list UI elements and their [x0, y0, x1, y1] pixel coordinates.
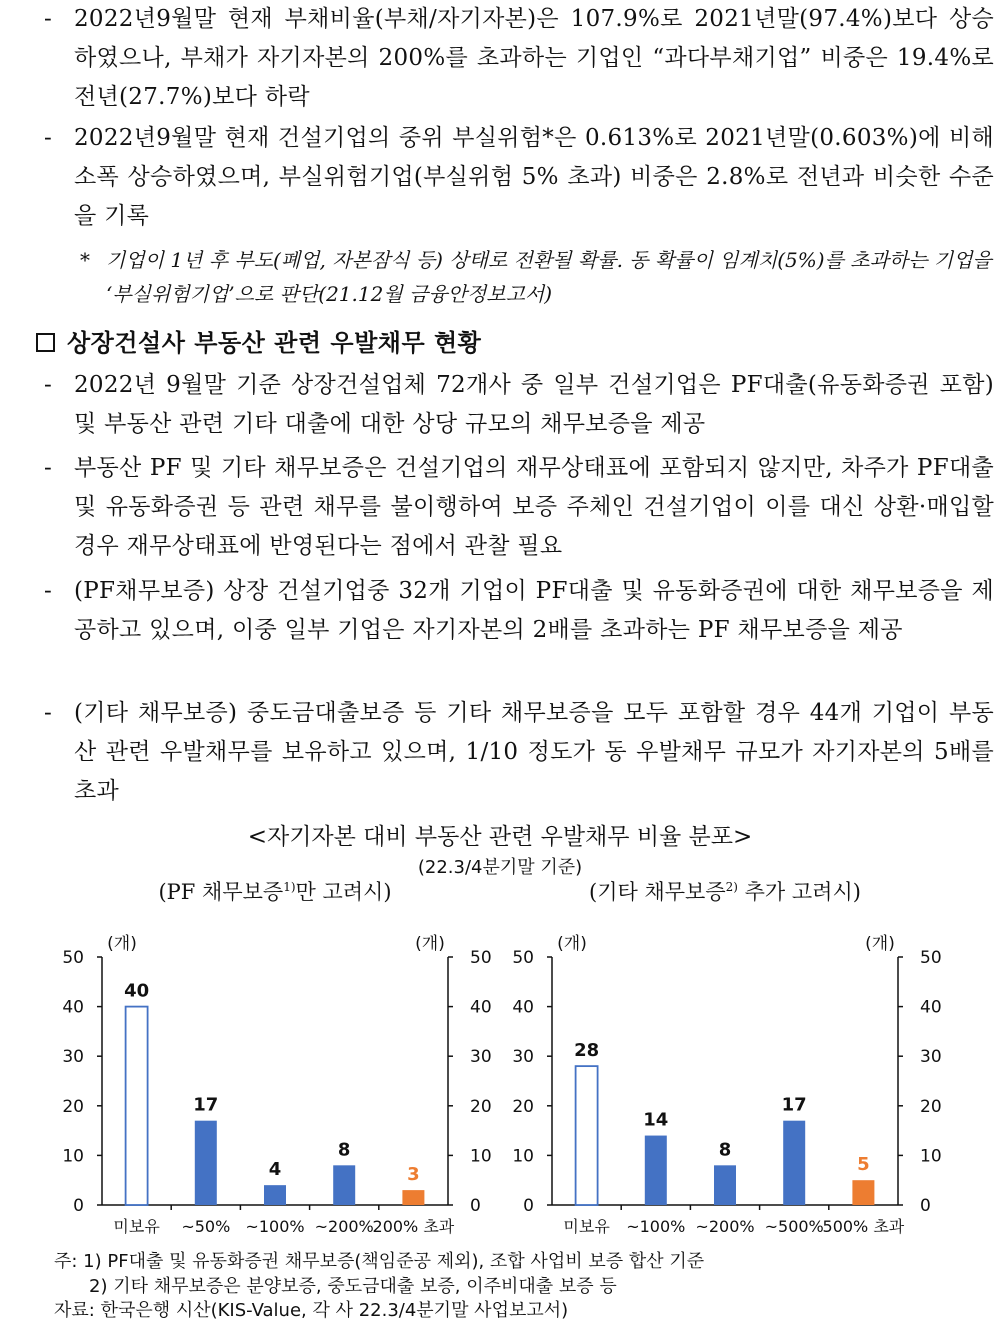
y-tick-label-left: 50: [62, 948, 84, 968]
bar-value-label: 17: [193, 1094, 219, 1116]
bar: [195, 1121, 217, 1205]
y-unit-label-right: (개): [865, 934, 895, 954]
y-tick-label-right: 40: [920, 997, 942, 1018]
section-heading: [36, 323, 481, 358]
y-tick-label-right: 20: [470, 1096, 492, 1117]
bullet-text: 2022년 9월말 기준 상장건설업체 72개사 중 일부 건설기업은 PF대출(유동화증권 포함) 및 부동산 관련 기타 대출에 대한 상당 규모의 채무보증을 제공: [74, 372, 994, 437]
bullet-text: (PF채무보증) 상장 건설기업중 32개 기업이 PF대출 및 유동화증권에 대한 채무보증을 제공하고 있으며, 이중 일부 기업은 자기자본의 2배를 초과하는 PF 채무보증을 제공: [74, 578, 994, 643]
x-category-label: 미보유: [113, 1217, 160, 1236]
bar: [714, 1165, 736, 1205]
y-tick-label-left: 0: [523, 1196, 534, 1216]
chart-pf-guarantee: [50, 925, 500, 1245]
bullet-dash: -: [44, 455, 53, 481]
y-tick-label-right: 0: [920, 1196, 931, 1216]
bar-value-label: 28: [574, 1040, 600, 1062]
right-panel-title-text: (기타 채무보증: [589, 880, 726, 904]
figure-title: <자기자본 대비 부동산 관련 우발채무 비율 분포>: [247, 824, 753, 850]
y-tick-label-right: 10: [920, 1146, 942, 1167]
x-category-label: ~100%: [245, 1217, 305, 1236]
x-category-label: ~50%: [181, 1217, 231, 1236]
right-panel-title-sup: 2): [725, 880, 738, 894]
chart-other-guarantee: [500, 925, 950, 1245]
note-text: 기업이 1년 후 부도(폐업, 자본잠식 등) 상태로 전환될 확률. 동 확률이 임계치(5%)를 초과하는 기업을 ‘부실위험기업’으로 판단(21.12월 금융안정보고서): [106, 248, 992, 306]
source-note: 자료: 한국은행 시산(KIS-Value, 각 사 22.3/4분기말 사업보고서): [54, 1300, 569, 1321]
left-panel-title-end: 만 고려시): [295, 880, 392, 904]
bullet-text: 2022년9월말 현재 건설기업의 중위 부실위험*은 0.613%로 2021년말(0.603%)에 비해 소폭 상승하였으며, 부실위험기업(부실위험 5% 초과) 비중은 2.8%로 전년과 비슷한 수준을 기록: [74, 125, 994, 229]
y-tick-label-left: 10: [62, 1146, 84, 1167]
y-tick-label-left: 30: [62, 1047, 84, 1068]
bar-value-label: 4: [268, 1159, 282, 1181]
bar: [645, 1136, 667, 1205]
bullet-pf-debt-guarantee: [44, 572, 994, 650]
bar: [576, 1066, 598, 1205]
left-panel-title: [60, 876, 490, 906]
y-tick-label-left: 30: [512, 1047, 534, 1068]
bar-value-label: 8: [337, 1139, 351, 1161]
y-tick-label-left: 20: [512, 1096, 534, 1117]
bar: [852, 1180, 874, 1205]
left-panel-title-text: (PF 채무보증: [158, 880, 284, 904]
bullet-text: 2022년9월말 현재 부채비율(부채/자기자본)은 107.9%로 2021년말(97.4%)보다 상승하였으나, 부채가 자기자본의 200%를 초과하는 기업인 “과다부채기업” 비중은 19.4%로 전년(27.7%)보다 하락: [74, 6, 994, 110]
bullet-text: 부동산 PF 및 기타 채무보증은 건설기업의 재무상태표에 포함되지 않지만, 차주가 PF대출 및 유동화증권 등 관련 채무를 불이행하여 보증 주체인 건설기업이 이를 대신 상환·매입할 경우 재무상태표에 반영된다는 점에서 관찰 필요: [74, 455, 994, 559]
x-category-label: ~200%: [695, 1217, 755, 1236]
y-tick-label-right: 50: [920, 948, 942, 968]
x-category-label: ~500%: [764, 1217, 824, 1236]
note-star: *: [80, 248, 90, 272]
x-category-label: 500% 초과: [822, 1217, 905, 1236]
y-tick-label-left: 10: [512, 1146, 534, 1167]
bar: [333, 1165, 355, 1205]
bar: [264, 1185, 286, 1205]
x-category-label: ~200%: [314, 1217, 374, 1236]
right-panel-title: [510, 876, 940, 906]
y-unit-label-left: (개): [107, 934, 137, 954]
y-tick-label-left: 0: [73, 1196, 84, 1216]
x-category-label: 200% 초과: [372, 1217, 455, 1236]
checkbox-square-icon: [36, 333, 55, 352]
bar: [783, 1121, 805, 1205]
y-tick-label-right: 10: [470, 1146, 492, 1167]
x-category-label: ~100%: [626, 1217, 686, 1236]
bar-value-label: 17: [781, 1094, 807, 1116]
footnote-star: [80, 243, 992, 311]
footnote-1: 주: 1) PF대출 및 유동화증권 채무보증(책임준공 제외), 조합 사업비 보증 합산 기준: [54, 1251, 705, 1272]
y-tick-label-left: 50: [512, 948, 534, 968]
y-tick-label-right: 30: [920, 1047, 942, 1068]
bullet-pf-guarantee-overview: [44, 366, 994, 444]
x-category-label: 미보유: [563, 1217, 610, 1236]
bar-value-label: 14: [643, 1109, 669, 1131]
bar-value-label: 40: [124, 980, 150, 1002]
right-panel-title-end: 추가 고려시): [737, 880, 861, 904]
bullet-debt-ratio: [44, 0, 994, 117]
bullet-default-risk: [44, 119, 994, 236]
y-tick-label-left: 20: [62, 1096, 84, 1117]
y-unit-label-right: (개): [415, 934, 445, 954]
y-tick-label-right: 40: [470, 997, 492, 1018]
bar: [126, 1007, 148, 1205]
bar-value-label: 5: [857, 1154, 870, 1176]
y-tick-label-right: 50: [470, 948, 492, 968]
y-tick-label-left: 40: [512, 997, 534, 1018]
bar-value-label: 8: [718, 1139, 732, 1161]
bullet-dash: -: [44, 6, 53, 32]
bullet-text: (기타 채무보증) 중도금대출보증 등 기타 채무보증을 모두 포함할 경우 44개 기업이 부동산 관련 우발채무를 보유하고 있으며, 1/10 정도가 동 우발채무 규모가 자기자본의 5배를 초과: [74, 700, 994, 804]
y-unit-label-left: (개): [557, 934, 587, 954]
bullet-dash: -: [44, 700, 53, 726]
footnote-2: 2) 기타 채무보증은 분양보증, 중도금대출 보증, 이주비대출 보증 등: [89, 1276, 617, 1297]
bullet-other-guarantee: [44, 694, 994, 811]
bullet-dash: -: [44, 125, 53, 151]
y-tick-label-right: 30: [470, 1047, 492, 1068]
bullet-dash: -: [44, 372, 53, 398]
y-tick-label-right: 20: [920, 1096, 942, 1117]
bullet-off-balance: [44, 449, 994, 566]
left-panel-title-sup: 1): [283, 880, 296, 894]
y-tick-label-left: 40: [62, 997, 84, 1018]
y-tick-label-right: 0: [470, 1196, 481, 1216]
bullet-dash: -: [44, 578, 53, 604]
bar-value-label: 3: [407, 1164, 420, 1186]
figure-subtitle: (22.3/4분기말 기준): [417, 857, 583, 878]
section-heading-text: 상장건설사 부동산 관련 우발채무 현황: [67, 329, 482, 357]
bar: [402, 1190, 424, 1205]
